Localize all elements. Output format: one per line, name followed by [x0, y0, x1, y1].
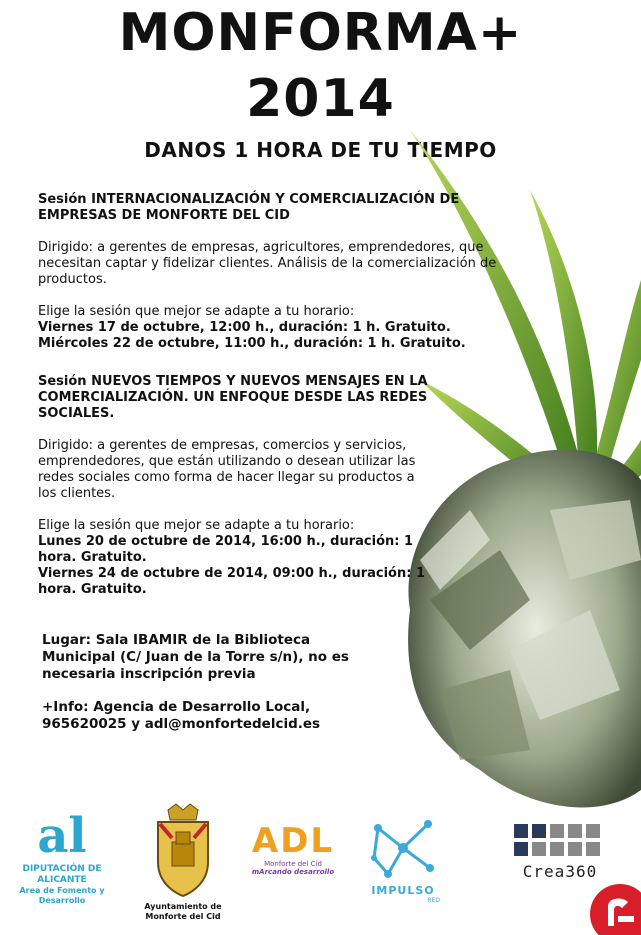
diputacion-area: Area de Fomento y Desarrollo [19, 886, 105, 905]
crea360-logo [500, 824, 620, 881]
session1-choose: Elige la sesión que mejor se adapte a tu horario: [38, 304, 355, 319]
adl-sub: Monforte del Cid [264, 860, 322, 868]
impulso-sub: RED [427, 897, 440, 904]
location-text: Lugar: Sala IBAMIR de la Biblioteca Municipal (C/ Juan de la Torre s/n), no es necesaria inscripción previa [42, 632, 349, 682]
poster-title-line1: MONFORMA+ [118, 3, 523, 63]
session-internacionalizacion [38, 192, 538, 352]
session1-description: Dirigido: a gerentes de empresas, agricultores, emprendedores, que necesitan captar y fidelizar clientes. Análisis de la comercialización de productos. [38, 240, 497, 287]
session1-date1: Viernes 17 de octubre, 12:00 h., duración: 1 h. Gratuito. [38, 320, 451, 335]
corner-badge-icon [588, 882, 641, 935]
crea360-name: Crea360 [522, 862, 598, 881]
adl-tagline: mArcando desarrollo [251, 868, 335, 876]
session2-choose: Elige la sesión que mejor se adapte a tu horario: [38, 518, 355, 533]
venue-info [42, 632, 372, 733]
session2-date1: Lunes 20 de octubre de 2014, 16:00 h., duración: 1 hora. Gratuito. [38, 534, 414, 565]
grid-squares-icon [514, 824, 606, 858]
adl-logo [248, 822, 338, 876]
contact-info: +Info: Agencia de Desarrollo Local, 965620025 y adl@monfortedelcid.es [42, 699, 321, 732]
poster-subtitle: DANOS 1 HORA DE TU TIEMPO [144, 138, 497, 162]
impulso-red-logo [358, 818, 448, 904]
adl-mark: ADL [251, 821, 335, 861]
network-icon [368, 818, 438, 880]
session2-description: Dirigido: a gerentes de empresas, comercios y servicios, emprendedores, que están utilizando o desean utilizar las redes sociales como forma de hacer llegar su productos a los clientes. [38, 438, 416, 501]
diputacion-name: DIPUTACIÓN DE ALICANTE [22, 864, 102, 885]
diputacion-mark: al [37, 808, 87, 864]
session2-heading: Sesión NUEVOS TIEMPOS Y NUEVOS MENSAJES EN LA COMERCIALIZACIÓN. UN ENFOQUE DESDE LAS REDES SOCIALES. [38, 374, 428, 421]
session1-date2: Miércoles 22 de octubre, 11:00 h., duración: 1 h. Gratuito. [38, 336, 466, 351]
poster-title-line2: 2014 [246, 69, 395, 129]
impulso-name: IMPULSO [371, 884, 435, 897]
diputacion-alicante-logo [12, 808, 112, 906]
ayuntamiento-name: Ayuntamiento de Monforte del Cid [144, 902, 222, 921]
session1-heading: Sesión INTERNACIONALIZACIÓN Y COMERCIALIZACIÓN DE EMPRESAS DE MONFORTE DEL CID [38, 192, 460, 223]
ayuntamiento-logo [138, 802, 228, 922]
sponsor-logos [0, 800, 641, 935]
session2-date2: Viernes 24 de octubre de 2014, 09:00 h., duración: 1 hora. Gratuito. [38, 566, 426, 597]
coat-of-arms-icon [148, 802, 218, 898]
session-redes-sociales [38, 374, 428, 598]
